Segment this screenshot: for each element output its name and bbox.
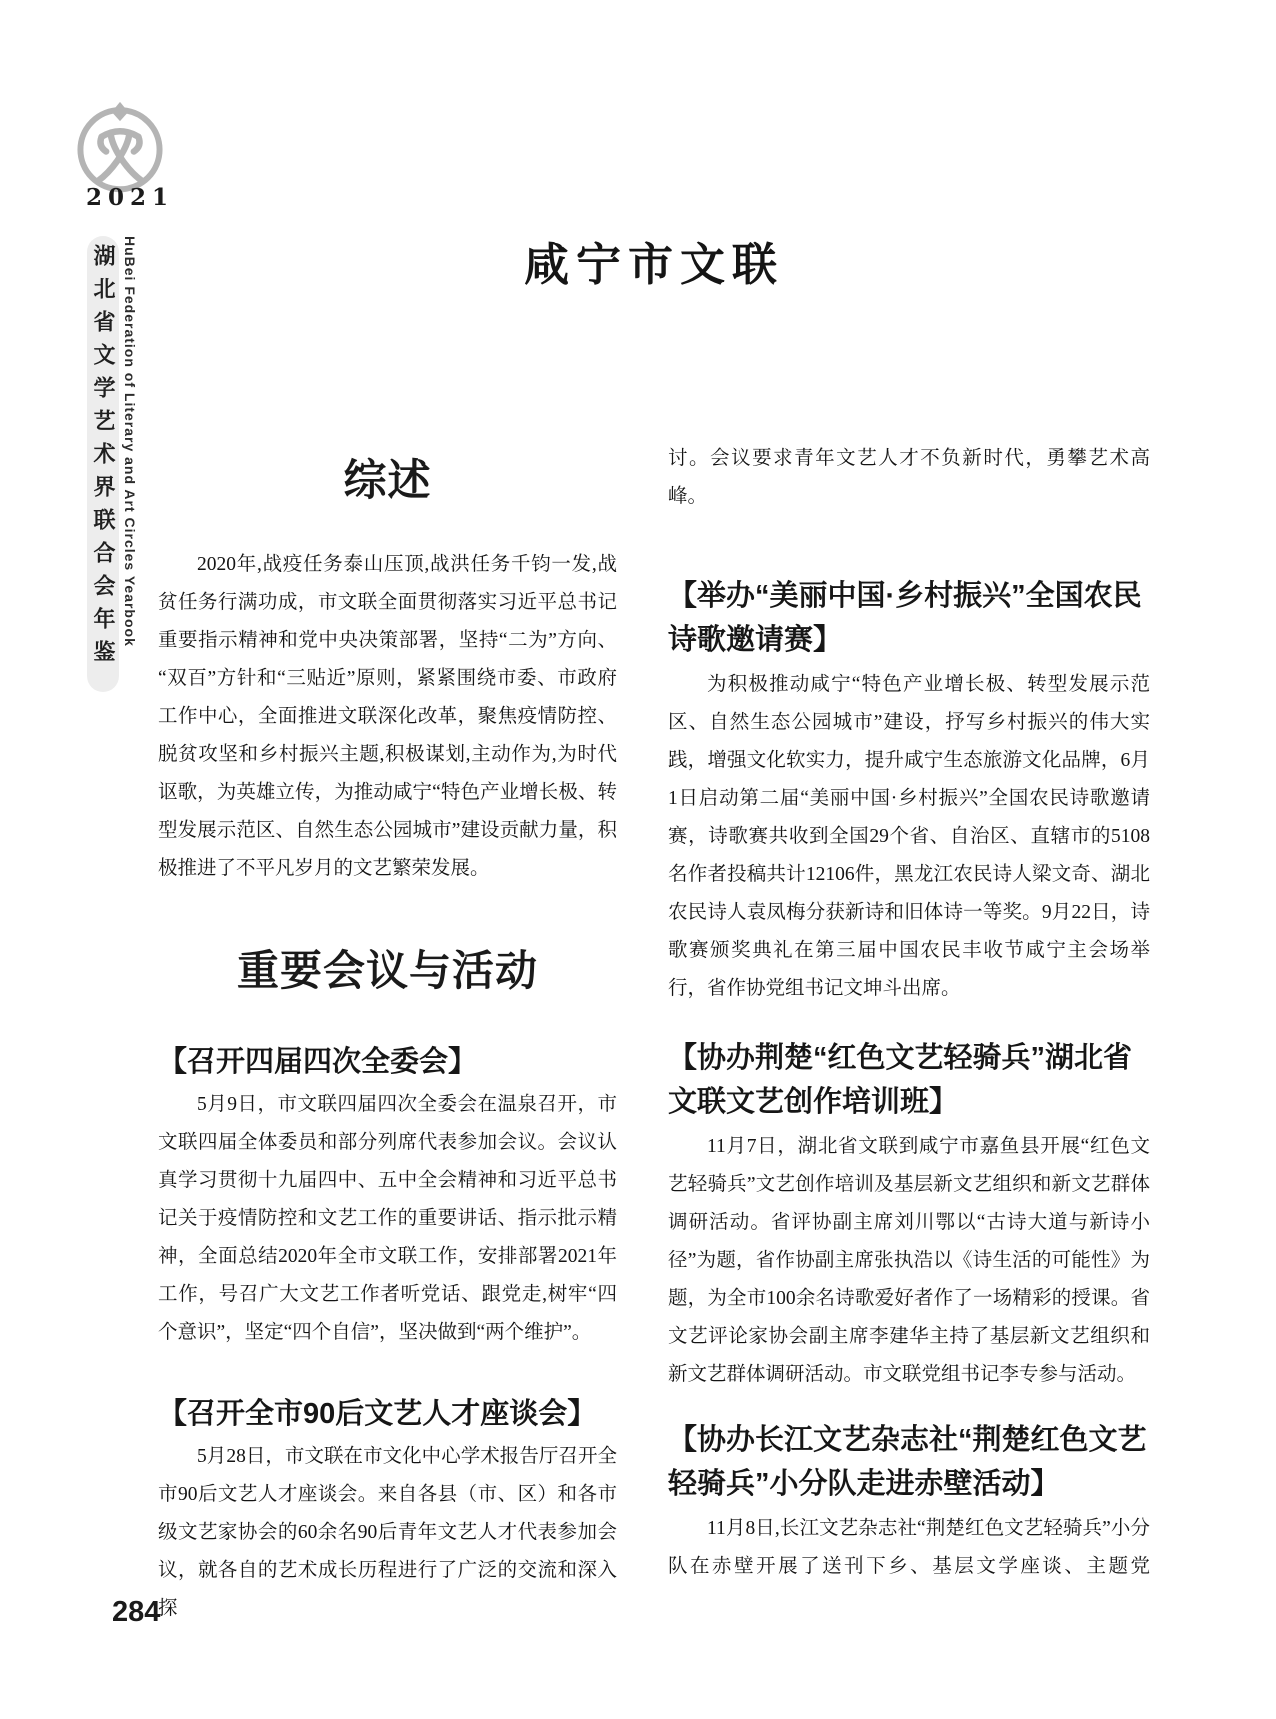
article-heading: 【举办“美丽中国·乡村振兴”全国农民诗歌邀请赛】 [668,580,1142,656]
overview-heading: 综述 [343,457,432,505]
left-column [158,450,617,1628]
logo-dot [112,102,129,121]
article-heading: 【协办长江文艺杂志社“荆楚红色文艺轻骑兵”小分队走进赤壁活动】 [668,1424,1147,1500]
sidebar-vertical-subtitle: HuBei Federation of Literary and Art Circles Yearbook [122,236,138,647]
sidebar-vertical-title: 湖北省文学艺术界联合会年鉴 [87,236,119,692]
page-number: 284 [112,1596,161,1628]
continuation-paragraph: 讨。会议要求青年文艺人才不负新时代，勇攀艺术高峰。 [668,448,1150,507]
article-body: 5月28日，市文联在市文化中心学术报告厅召开全市90后文艺人才座谈会。来自各县（市、区）和各市级文艺家协会的60余名90后青年文艺人才代表参加会议，就各自的艺术成长历程进行了广泛的交流和深入探 [158,1446,617,1619]
overview-paragraph: 2020年,战疫任务泰山压顶,战洪任务千钧一发,战贫任务行满功成，市文联全面贯彻落实习近平总书记重要指示精神和党中央决策部署，坚持“二为”方向、“双百”方针和“三贴近”原则，紧紧围绕市委、市政府工作中心，全面推进文联深化改革，聚焦疫情防控、脱贫攻坚和乡村振兴主题,积极谋划,主动作为,为时代讴歌，为英雄立传，为推动咸宁“特色产业增长极、转型发展示范区、自然生态公园城市”建设贡献力量，积极推进了不平凡岁月的文艺繁荣发展。 [158,554,617,879]
right-column [668,440,1150,1586]
meetings-heading: 重要会议与活动 [236,947,538,994]
article-body: 5月9日，市文联四届四次全委会在温泉召开，市文联四届全体委员和部分列席代表参加会议。会议认真学习贯彻十九届四中、五中全会精神和习近平总书记关于疫情防控和文艺工作的重要讲话、指示批示精神，全面总结2020年全市文联工作，安排部署2021年工作，号召广大文艺工作者听党话、跟党走,树牢“四个意识”，坚定“四个自信”，坚决做到“两个维护”。 [158,1094,617,1343]
article-heading: 【召开四届四次全委会】 [158,1046,478,1078]
page-title: 咸宁市文联 [523,240,784,290]
article-body: 11月8日,长江文艺杂志社“荆楚红色文艺轻骑兵”小分队在赤壁开展了送刊下乡、基层文学座谈、主题党 [668,1518,1150,1577]
article-body: 11月7日，湖北省文联到咸宁市嘉鱼县开展“红色文艺轻骑兵”文艺创作培训及基层新文艺组织和新文艺群体调研活动。省评协副主席刘川鄂以“古诗大道与新诗小径”为题，省作协副主席张执浩以《诗生活的可能性》为题，为全市100余名诗歌爱好者作了一场精彩的授课。省文艺评论家协会副主席李建华主持了基层新文艺组织和新文艺群体调研活动。市文联党组书记李专参与活动。 [668,1136,1150,1385]
year-label: 2021 [86,184,175,211]
article-heading: 【协办荆楚“红色文艺轻骑兵”湖北省文联文艺创作培训班】 [668,1042,1133,1118]
federation-logo-icon [74,96,166,196]
article-body: 为积极推动咸宁“特色产业增长极、转型发展示范区、自然生态公园城市”建设，抒写乡村振兴的伟大实践，增强文化软实力，提升咸宁生态旅游文化品牌，6月1日启动第二届“美丽中国·乡村振兴”全国农民诗歌邀请赛，诗歌赛共收到全国29个省、自治区、直辖市的5108名作者投稿共计12106件，黑龙江农民诗人梁文奇、湖北农民诗人袁凤梅分获新诗和旧体诗一等奖。9月22日，诗歌赛颁奖典礼在第三届中国农民丰收节咸宁主会场举行，省作协党组书记文坤斗出席。 [668,674,1150,999]
article-heading: 【召开全市90后文艺人才座谈会】 [158,1398,597,1430]
